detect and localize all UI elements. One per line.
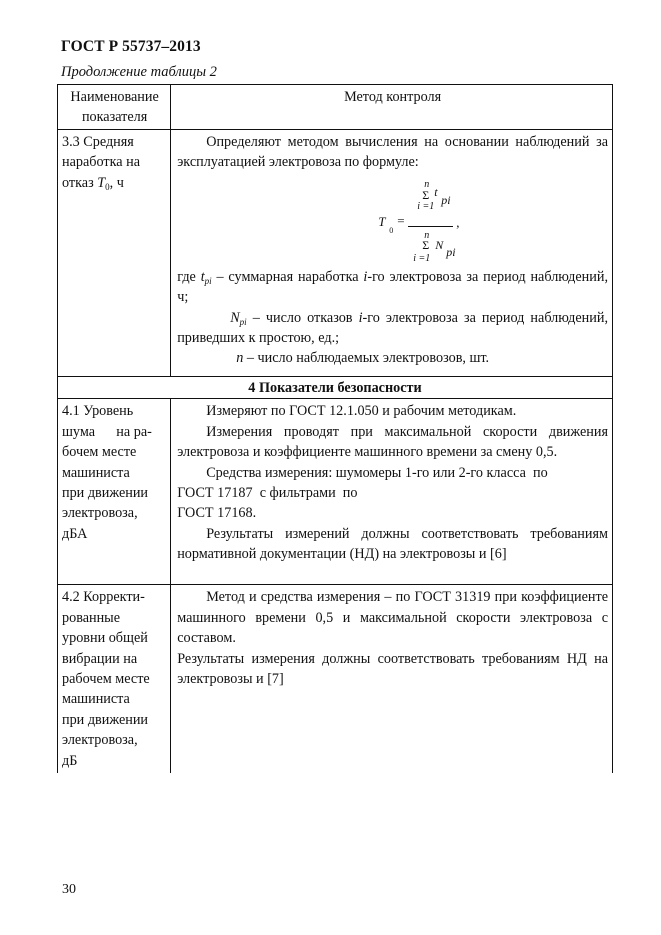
sigma-symbol: Σ bbox=[422, 187, 430, 202]
text: – суммарная наработка bbox=[211, 268, 364, 285]
method-paragraph: Определяют методом вычисления на основании наблюдений за эксплуатацией электровоза по формуле: bbox=[177, 134, 608, 171]
where-definition-t bbox=[177, 267, 608, 308]
sum-upper-limit: n bbox=[424, 229, 430, 241]
document-code: ГОСТ Р 55737–2013 bbox=[61, 38, 201, 55]
indicator-line: при движении bbox=[62, 485, 149, 502]
table-row bbox=[58, 399, 613, 585]
column-header-line: показателя bbox=[81, 109, 148, 126]
method-paragraph: Средства измерения: шумомеры 1-го или 2-го класса по bbox=[206, 464, 548, 481]
variable: N bbox=[435, 237, 444, 252]
text: где bbox=[177, 268, 201, 285]
text: отказ bbox=[62, 174, 98, 191]
sigma-symbol: Σ bbox=[422, 237, 430, 252]
column-header-method: Метод контроля bbox=[171, 85, 613, 130]
indicator-cell bbox=[58, 399, 171, 585]
indicator-line: рованные bbox=[62, 609, 121, 626]
indicator-line: при движении bbox=[62, 711, 149, 728]
sum-upper-limit: n bbox=[424, 178, 430, 190]
indicator-cell bbox=[58, 130, 171, 377]
formula bbox=[177, 173, 608, 267]
subscript: pi bbox=[441, 192, 451, 207]
method-paragraph: Измеряют по ГОСТ 12.1.050 и рабочим методикам. bbox=[206, 403, 517, 420]
indicator-line: уровни общей bbox=[62, 630, 148, 647]
indicator-line: рабочем месте bbox=[62, 671, 150, 688]
method-paragraph: ГОСТ 17187 с фильтрами по bbox=[177, 485, 358, 502]
method-cell bbox=[171, 130, 613, 377]
table-row bbox=[58, 130, 613, 377]
where-definition-n bbox=[177, 348, 608, 368]
page-number: 30 bbox=[62, 882, 76, 897]
method-paragraph: Метод и средства измерения – по ГОСТ 31319 при коэффициенте машинного времени 0,5 и максимальной скорости электровоза с составом. bbox=[177, 589, 608, 647]
variable: i bbox=[363, 268, 368, 285]
indicator-line: 4.1 Уровень bbox=[62, 403, 134, 420]
indicator-line: 4.2 Корректи- bbox=[62, 589, 145, 606]
indicator-line: вибрации на bbox=[62, 650, 138, 667]
method-cell bbox=[171, 399, 613, 585]
table-row bbox=[58, 585, 613, 774]
method-paragraph: Измерения проводят при максимальной скорости движения электровоза и коэффициенте машинного времени за смену 0,5. bbox=[177, 423, 608, 461]
text: – число отказов bbox=[246, 309, 359, 326]
indicator-cell bbox=[58, 585, 171, 774]
sum-lower-limit: i =1 bbox=[413, 252, 431, 264]
indicator-line: электровоза, bbox=[62, 732, 138, 749]
variable: t bbox=[200, 268, 205, 285]
column-header-indicator bbox=[58, 85, 171, 130]
indicator-line: машиниста bbox=[62, 464, 130, 481]
text: -го электровоза за период наблюдений, приведших к простою, ед.; bbox=[177, 309, 608, 347]
indicator-line: шума на ра- bbox=[62, 423, 152, 440]
equals-sign: = bbox=[397, 212, 405, 228]
variable: n bbox=[236, 350, 244, 367]
subscript: 0 bbox=[105, 181, 110, 192]
variable: i bbox=[358, 309, 363, 326]
indicator-line: 3.3 Средняя bbox=[62, 134, 134, 150]
indicator-line: электровоза, bbox=[62, 505, 138, 522]
indicator-line: бочем месте bbox=[62, 444, 137, 461]
text: – число наблюдаемых электровозов, шт. bbox=[243, 350, 490, 367]
indicator-line: дБА bbox=[62, 525, 88, 542]
method-cell bbox=[171, 585, 613, 774]
method-paragraph: Результаты измерений должны соответствовать требованиям нормативной документации (НД) на электровозы и [6] bbox=[177, 525, 608, 563]
indicators-table bbox=[57, 84, 613, 773]
indicator-line: дБ bbox=[62, 752, 78, 769]
punctuation: , bbox=[456, 214, 460, 230]
variable: T bbox=[378, 213, 386, 229]
subscript: pi bbox=[239, 316, 247, 327]
subscript: 0 bbox=[389, 225, 394, 235]
indicator-line: машиниста bbox=[62, 691, 130, 708]
variable: T bbox=[97, 174, 106, 191]
variable: N bbox=[230, 309, 240, 326]
text: , ч bbox=[109, 174, 124, 191]
fraction-bar bbox=[408, 226, 453, 227]
subscript: pi bbox=[204, 275, 212, 286]
table-header-row bbox=[58, 85, 613, 130]
section-row bbox=[58, 377, 613, 399]
text: -го электровоза за период наблюдений, ч; bbox=[177, 268, 609, 306]
column-header-line: Наименование bbox=[70, 89, 159, 105]
where-definition-n-pi bbox=[177, 308, 608, 349]
subscript: pi bbox=[446, 244, 456, 259]
indicator-line bbox=[62, 173, 167, 193]
indicator-line: наработка на bbox=[62, 154, 141, 171]
sum-lower-limit: i =1 bbox=[417, 200, 435, 212]
variable: t bbox=[434, 184, 438, 199]
method-paragraph: ГОСТ 17168. bbox=[177, 505, 257, 522]
table-caption: Продолжение таблицы 2 bbox=[61, 64, 217, 80]
method-paragraph: Результаты измерения должны соответствовать требованиям НД на электровозы и [7] bbox=[177, 650, 608, 688]
section-title: 4 Показатели безопасности bbox=[58, 377, 613, 399]
